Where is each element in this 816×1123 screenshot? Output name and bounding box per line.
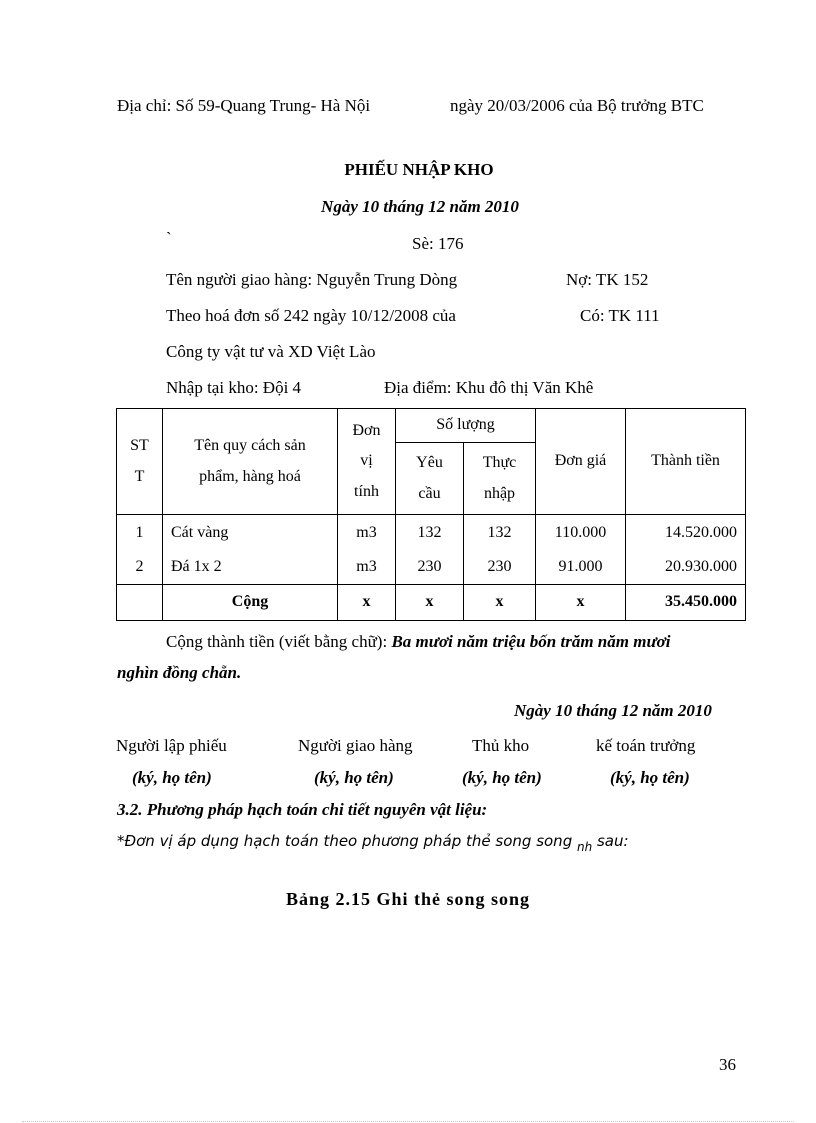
total-amount: 35.450.000 [626, 585, 746, 621]
header-product-name: Tên quy cách sản phẩm, hàng hoá [163, 409, 338, 515]
amount-words-label: Cộng thành tiền (viết bằng chữ): [166, 632, 392, 651]
header-requested: Yêu cầu [396, 443, 464, 515]
row-requested: 230 [396, 551, 464, 585]
page-bottom-divider [22, 1121, 794, 1122]
row-name: Cát vàng [163, 515, 338, 551]
amount-words-text: Ba mươi năm triệu bốn trăm năm mươi [391, 632, 671, 651]
signature-storekeeper: Thủ kho [472, 736, 530, 755]
total-row [117, 585, 746, 621]
row-price: 110.000 [536, 515, 626, 551]
row-amount: 20.930.000 [626, 551, 746, 585]
row-unit: m3 [338, 515, 396, 551]
signature-deliverer: Người giao hàng [298, 736, 413, 755]
header-amount: Thành tiền [626, 409, 746, 515]
total-stt [117, 585, 163, 621]
header-stt: ST T [117, 409, 163, 515]
section-line-sub: nh [576, 840, 593, 854]
signature-note-creator: (ký, họ tên) [132, 768, 212, 787]
signature-note-accountant: (ký, họ tên) [610, 768, 690, 787]
credit-account: Có: TK 111 [580, 306, 660, 325]
total-price: x [536, 585, 626, 621]
header-unit: Đơn vị tính [338, 409, 396, 515]
receipt-number: Sè: 176 [412, 234, 464, 253]
total-requested: x [396, 585, 464, 621]
header-unit-price: Đơn giá [536, 409, 626, 515]
section-line-end: sau: [592, 832, 629, 850]
amount-in-words [166, 632, 670, 652]
page-title: PHIẾU NHẬP KHO [344, 160, 494, 179]
total-actual: x [464, 585, 536, 621]
row-name: Đá 1x 2 [163, 551, 338, 585]
stray-backtick: ` [166, 229, 172, 248]
total-unit: x [338, 585, 396, 621]
row-unit: m3 [338, 551, 396, 585]
row-amount: 14.520.000 [626, 515, 746, 551]
row-stt: 1 [117, 515, 163, 551]
total-label: Cộng [163, 585, 338, 621]
receipt-date: Ngày 10 tháng 12 năm 2010 [321, 197, 519, 216]
signature-date: Ngày 10 tháng 12 năm 2010 [514, 701, 712, 720]
section-line-start: *Đơn vị áp dụng hạch toán theo phương pháp thẻ song song [117, 832, 577, 850]
table-caption: Bảng 2.15 Ghi thẻ song song [286, 889, 531, 909]
row-requested: 132 [396, 515, 464, 551]
table-row [117, 551, 746, 585]
signature-creator: Người lập phiếu [116, 736, 227, 755]
supplier-company: Công ty vật tư và XD Việt Lào [166, 342, 376, 361]
receipt-table [116, 408, 746, 621]
row-actual: 132 [464, 515, 536, 551]
location: Địa điểm: Khu đô thị Văn Khê [384, 378, 594, 397]
debit-account: Nợ: TK 152 [566, 270, 649, 289]
row-stt: 2 [117, 551, 163, 585]
header-quantity: Số lượng [396, 409, 536, 443]
header-address: Địa chỉ: Số 59-Quang Trung- Hà Nội [117, 96, 371, 115]
row-price: 91.000 [536, 551, 626, 585]
header-decision: ngày 20/03/2006 của Bộ trưởng BTC [450, 96, 704, 115]
section-heading: 3.2. Phương pháp hạch toán chi tiết nguyên vật liệu: [117, 800, 488, 819]
warehouse: Nhập tại kho: Đội 4 [166, 378, 302, 397]
section-line [117, 832, 629, 854]
deliverer-name: Tên người giao hàng: Nguyễn Trung Dòng [166, 270, 458, 289]
signature-note-deliverer: (ký, họ tên) [314, 768, 394, 787]
page-number: 36 [719, 1055, 736, 1074]
row-actual: 230 [464, 551, 536, 585]
invoice-reference: Theo hoá đơn số 242 ngày 10/12/2008 của [166, 306, 456, 325]
table-row [117, 515, 746, 551]
signature-accountant: kế toán trưởng [596, 736, 696, 755]
header-actual: Thực nhập [464, 443, 536, 515]
signature-note-storekeeper: (ký, họ tên) [462, 768, 542, 787]
amount-words-continued: nghìn đồng chẵn. [117, 663, 242, 682]
